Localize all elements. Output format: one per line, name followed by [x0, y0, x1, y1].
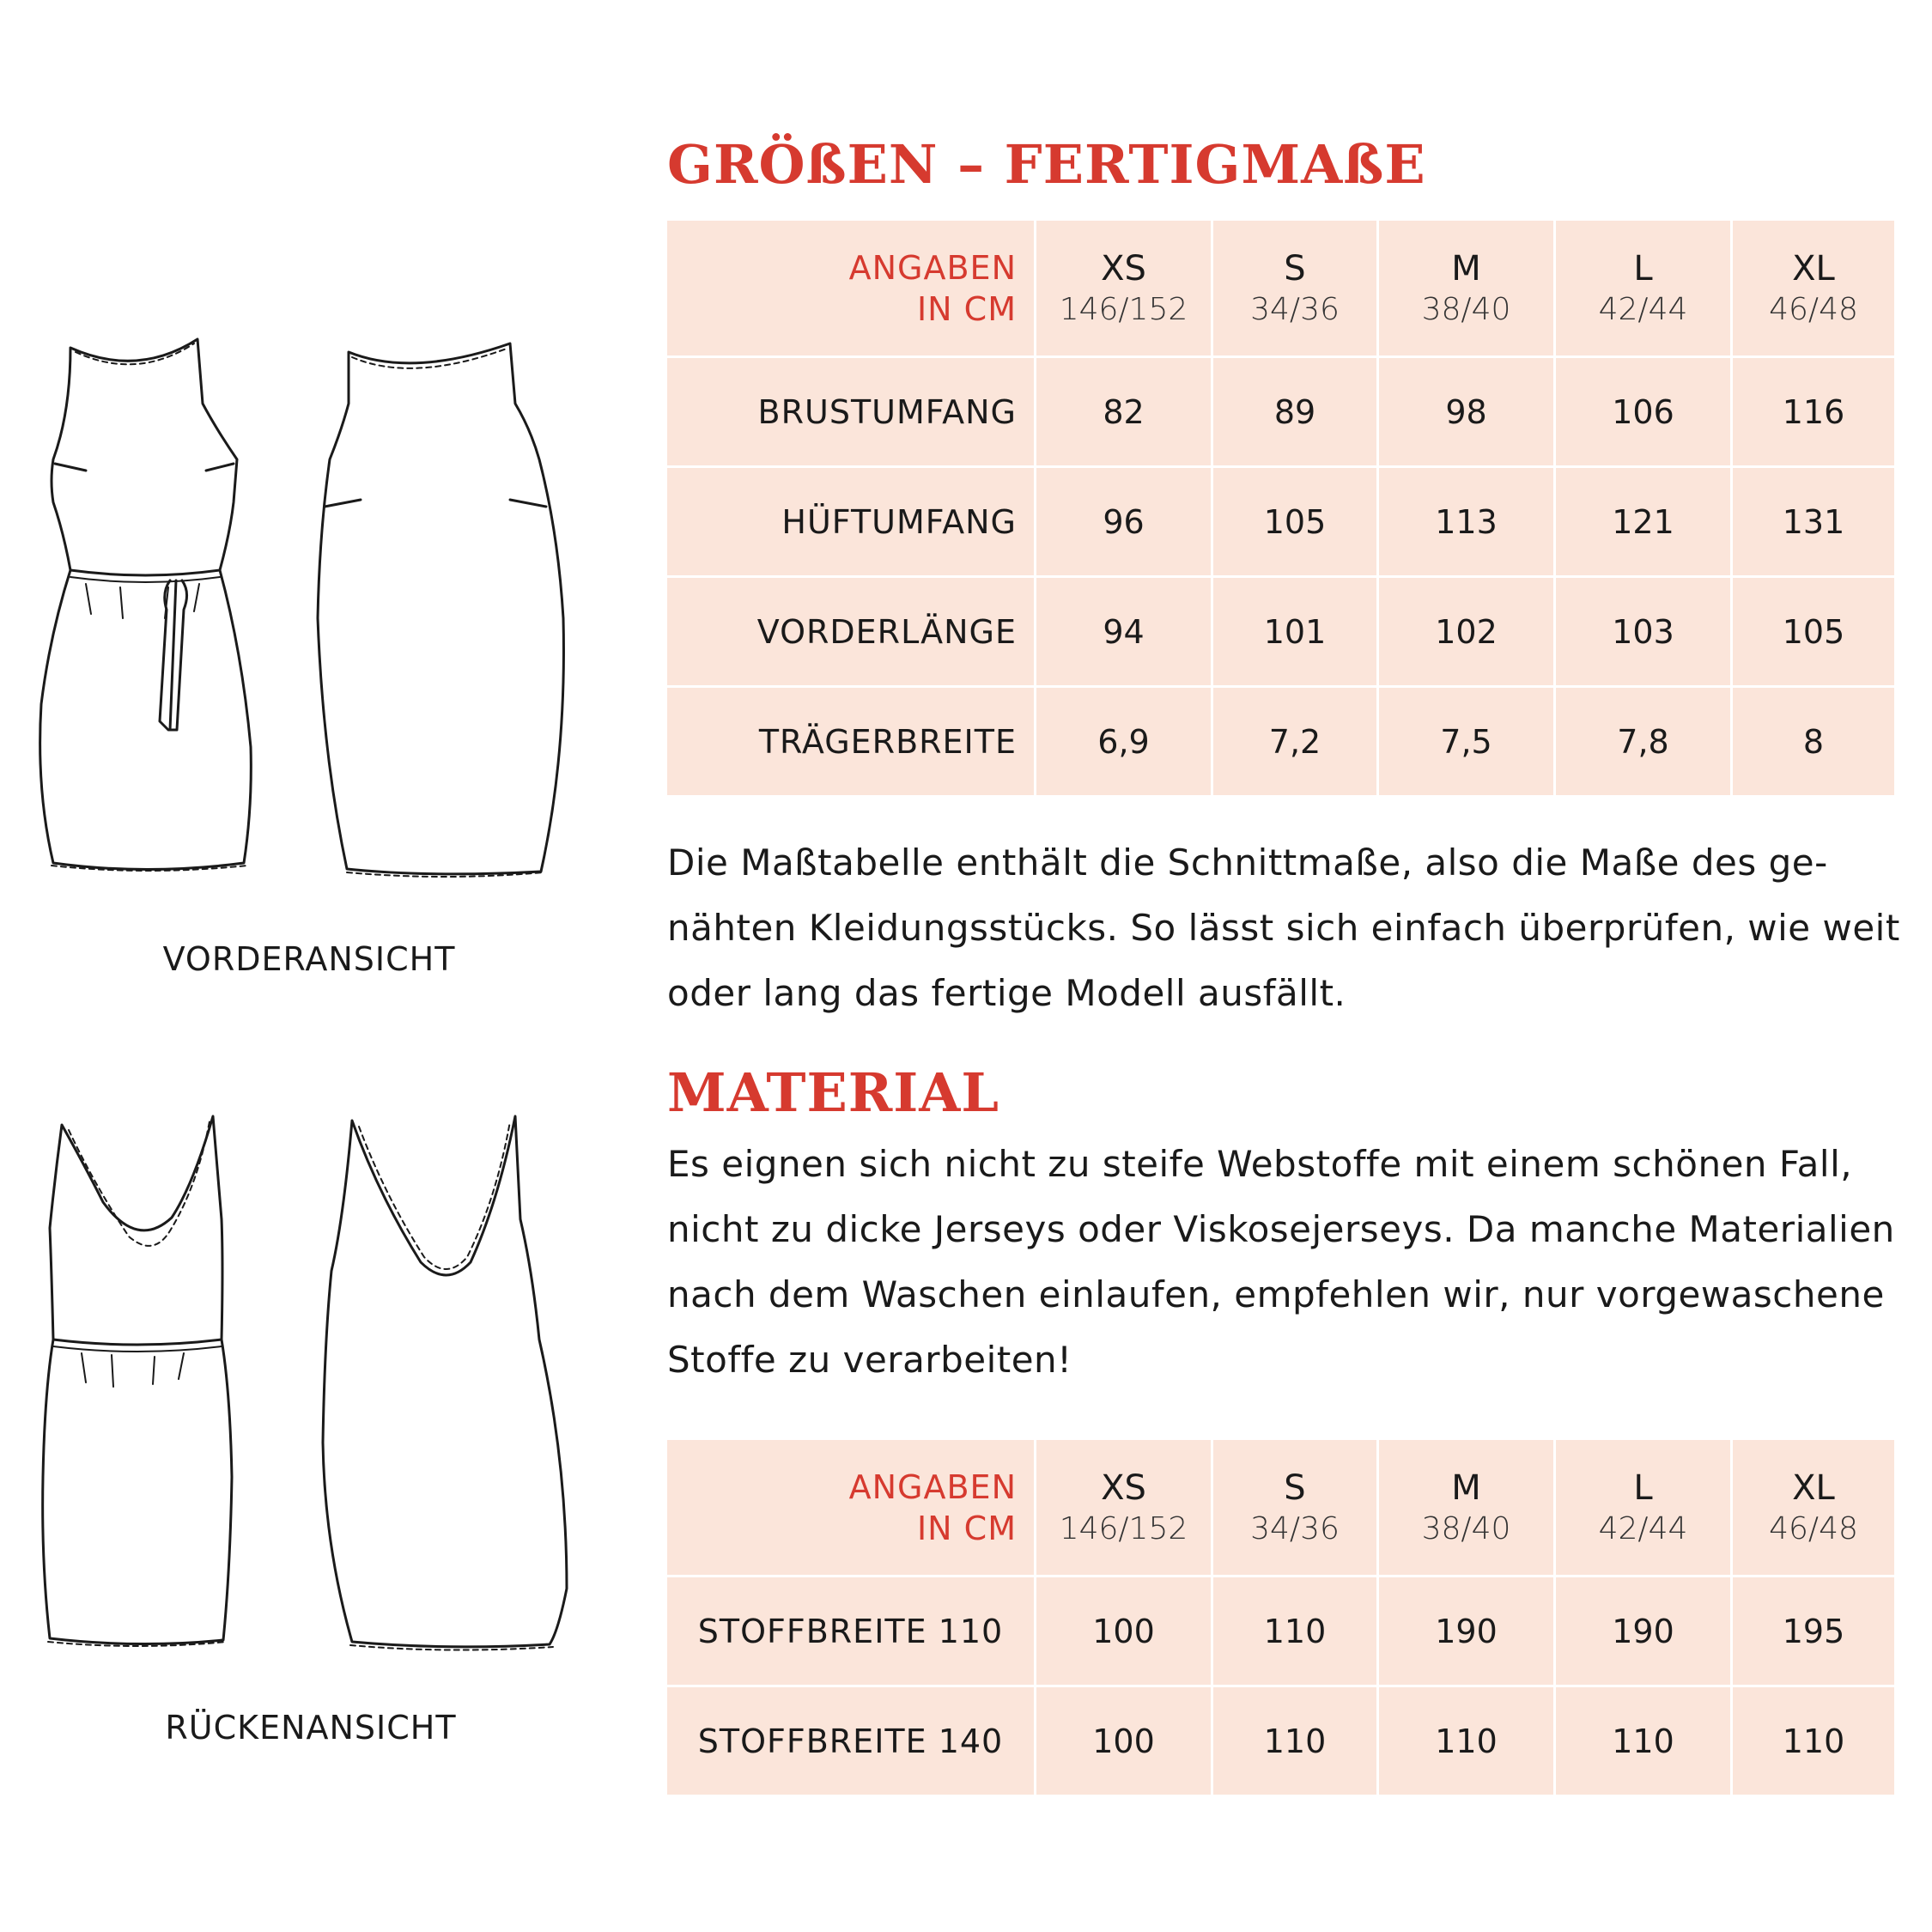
cell-value: 89 — [1212, 357, 1378, 467]
cell-value: 105 — [1732, 577, 1896, 687]
corner-line-1: ANGABEN — [848, 1467, 1017, 1506]
cell-value: 195 — [1732, 1577, 1896, 1686]
table-row — [666, 467, 1896, 577]
size-header: XL 46/48 — [1732, 1439, 1896, 1577]
row-label: BRUSTUMFANG — [666, 357, 1036, 467]
row-label: TRÄGERBREITE — [666, 687, 1036, 797]
material-table — [665, 1437, 1897, 1797]
material-heading: MATERIAL — [667, 1061, 999, 1124]
cell-value: 105 — [1212, 467, 1378, 577]
table-row — [666, 357, 1896, 467]
cell-value: 7,2 — [1212, 687, 1378, 797]
cell-value: 121 — [1555, 467, 1732, 577]
cell-value: 106 — [1555, 357, 1732, 467]
row-label: VORDERLÄNGE — [666, 577, 1036, 687]
cell-value: 7,8 — [1555, 687, 1732, 797]
sizes-table-header-row — [666, 220, 1896, 357]
cell-value: 7,5 — [1378, 687, 1555, 797]
table-row — [666, 577, 1896, 687]
cell-value: 113 — [1378, 467, 1555, 577]
size-header: XS 146/152 — [1036, 220, 1212, 357]
size-header: L 42/44 — [1555, 220, 1732, 357]
front-view-front-sketch — [40, 339, 252, 871]
corner-line-2: IN CM — [916, 289, 1017, 328]
cell-value: 110 — [1378, 1686, 1555, 1796]
size-header: S 34/36 — [1212, 1439, 1378, 1577]
row-label: STOFFBREITE 140 — [666, 1686, 1036, 1796]
table-row — [666, 1577, 1896, 1686]
row-label: HÜFTUMFANG — [666, 467, 1036, 577]
cell-value: 6,9 — [1036, 687, 1212, 797]
table-row — [666, 687, 1896, 797]
cell-value: 102 — [1378, 577, 1555, 687]
cell-value: 96 — [1036, 467, 1212, 577]
cell-value: 103 — [1555, 577, 1732, 687]
back-view-back-sketch — [323, 1116, 567, 1650]
front-view-back-sketch — [318, 343, 563, 877]
size-header: XL 46/48 — [1732, 220, 1896, 357]
row-label: STOFFBREITE 110 — [666, 1577, 1036, 1686]
size-header: L 42/44 — [1555, 1439, 1732, 1577]
front-view-caption: VORDERANSICHT — [162, 940, 456, 978]
cell-value: 190 — [1378, 1577, 1555, 1686]
cell-value: 101 — [1212, 577, 1378, 687]
cell-value: 116 — [1732, 357, 1896, 467]
cell-value: 94 — [1036, 577, 1212, 687]
cell-value: 131 — [1732, 467, 1896, 577]
size-header: XS 146/152 — [1036, 1439, 1212, 1577]
cell-value: 8 — [1732, 687, 1896, 797]
table-corner-label — [666, 1439, 1036, 1577]
size-header: M 38/40 — [1378, 220, 1555, 357]
cell-value: 98 — [1378, 357, 1555, 467]
material-table-header-row — [666, 1439, 1896, 1577]
size-header: S 34/36 — [1212, 220, 1378, 357]
size-header: M 38/40 — [1378, 1439, 1555, 1577]
table-row — [666, 1686, 1896, 1796]
table-corner-label — [666, 220, 1036, 357]
sizes-heading: GRÖßEN – FERTIGMAßE — [667, 133, 1426, 196]
sizes-table — [665, 218, 1897, 798]
cell-value: 110 — [1212, 1577, 1378, 1686]
corner-line-2: IN CM — [916, 1509, 1017, 1547]
material-description: Es eignen sich nicht zu steife Webstoffe mit einem schönen Fall, nicht zu dicke Jerseys oder Viskosejerseys. Da manche Materialien nach dem Waschen einlaufen, empfehlen wir, nur vorgewaschene Stoffe zu verarbeiten! — [667, 1143, 1895, 1381]
cell-value: 110 — [1212, 1686, 1378, 1796]
cell-value: 110 — [1555, 1686, 1732, 1796]
cell-value: 190 — [1555, 1577, 1732, 1686]
back-view-front-sketch — [43, 1116, 232, 1646]
sizes-description: Die Maßtabelle enthält die Schnittmaße, also die Maße des ge-nähten Kleidungsstücks. So lässt sich einfach überprüfen, wie weit oder lang das fertige Modell ausfällt. — [667, 841, 1900, 1014]
cell-value: 100 — [1036, 1686, 1212, 1796]
back-view-caption: RÜCKENANSICHT — [165, 1709, 457, 1747]
cell-value: 82 — [1036, 357, 1212, 467]
cell-value: 100 — [1036, 1577, 1212, 1686]
corner-line-1: ANGABEN — [848, 248, 1017, 287]
cell-value: 110 — [1732, 1686, 1896, 1796]
